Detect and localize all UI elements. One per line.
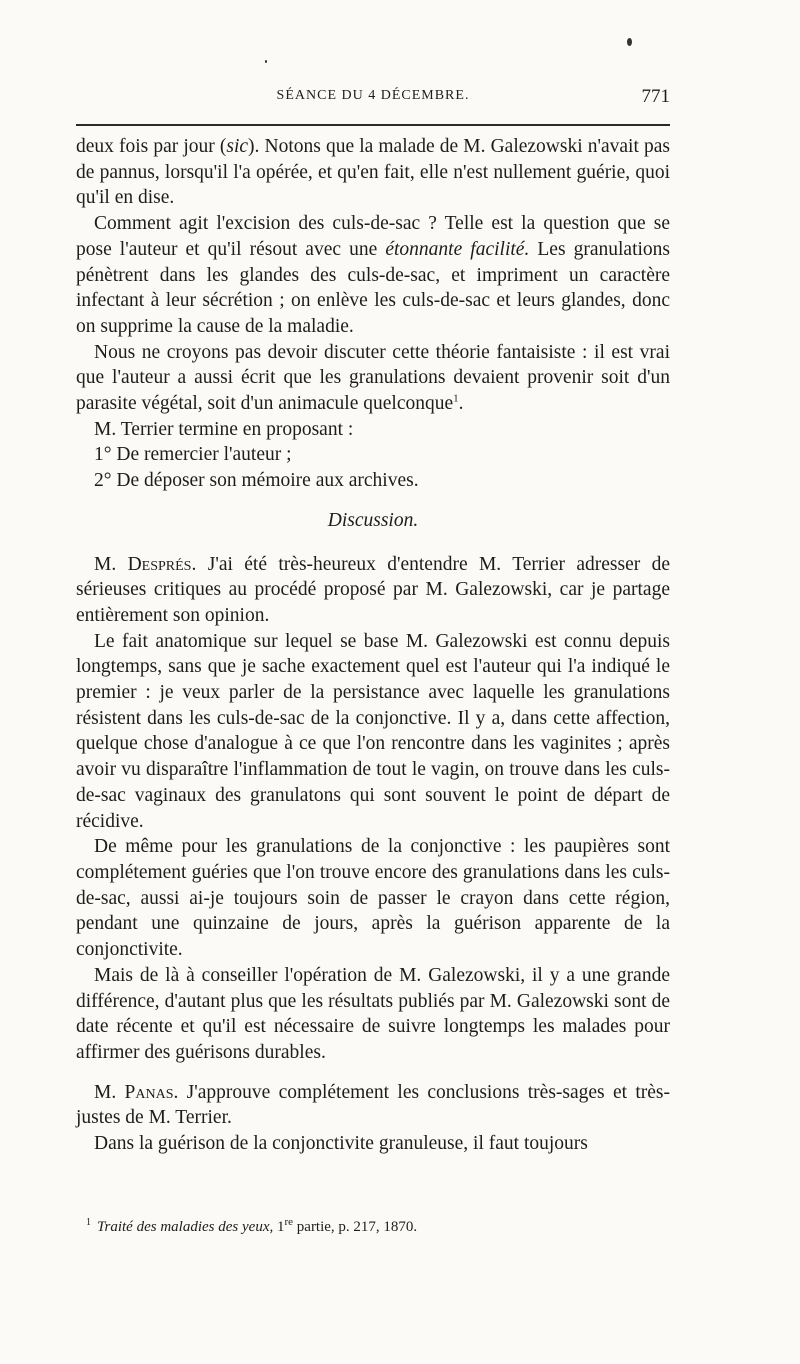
text-run: J'approuve complétement les conclusions très-sages et très-justes de M. Terrier. bbox=[76, 1081, 670, 1129]
text-run: Comment agit l'excision des culs-de-sac ? Telle est la question que se pose l'auteur et qu'il résout avec une bbox=[76, 213, 670, 260]
paragraph bbox=[76, 552, 670, 629]
paragraph bbox=[76, 1080, 670, 1131]
text-run: . bbox=[458, 393, 464, 415]
text-run: Nous ne croyons pas devoir discuter cette théorie fantaisiste : il est vrai que l'auteur a aussi écrit que les granulations devaient provenir soit d'un parasite végétal, soit d'un animacule quelconque bbox=[76, 341, 670, 415]
section-title: Discussion. bbox=[327, 509, 419, 531]
speaker-name: M. Panas. bbox=[94, 1081, 179, 1103]
paragraph bbox=[76, 340, 670, 417]
paragraph bbox=[76, 134, 670, 211]
header-rule bbox=[76, 124, 670, 126]
list-item: 1° De remercier l'auteur ; bbox=[94, 444, 292, 466]
text-run: Les granulations pénètrent dans les glandes des culs-de-sac, et impriment un caractère infectant à leur sécrétion ; on enlève les culs-de-sac et leurs glandes, donc on supprime la cause de la maladie. bbox=[76, 238, 671, 337]
header-title: SÉANCE DU 4 DÉCEMBRE. bbox=[276, 88, 470, 103]
footnote-title: Traité des maladies des yeux, bbox=[97, 1219, 274, 1235]
speaker-name: M. Després. bbox=[94, 553, 197, 575]
running-header bbox=[76, 86, 670, 114]
text-run: ). Notons que la malade de M. Galezowski n'avait pas de pannus, lorsqu'il l'a opérée, et qu'en fait, elle n'est nullement guérie, quoi qu'il en dise. bbox=[76, 136, 670, 209]
body-text bbox=[76, 134, 670, 1157]
ink-speck bbox=[627, 38, 632, 46]
list-item: 2° De déposer son mémoire aux archives. bbox=[94, 470, 419, 492]
footnote-rest: partie, p. 217, 1870. bbox=[293, 1219, 418, 1235]
footnote-ordinal-suffix: re bbox=[284, 1216, 294, 1228]
page-number: 771 bbox=[641, 86, 670, 107]
italic-text: étonnante facilité. bbox=[385, 238, 530, 260]
paragraph bbox=[76, 211, 670, 340]
footnote bbox=[86, 1213, 666, 1237]
ink-speck bbox=[265, 60, 267, 63]
paragraph: Mais de là à conseiller l'opération de M. Galezowski, il y a une grande différence, d'autant plus que les résultats publiés par M. Galezowski sont de date récente et qu'il est nécessaire de suivre longtemps les malades pour affirmer des guérisons durables. bbox=[76, 964, 670, 1063]
footnote-mark: 1 bbox=[86, 1217, 91, 1228]
paragraph: M. Terrier termine en proposant : bbox=[94, 418, 354, 440]
paragraph: Dans la guérison de la conjonctivite granuleuse, il faut toujours bbox=[94, 1133, 588, 1155]
footnote-reference: 1 bbox=[453, 392, 459, 405]
italic-text: sic bbox=[226, 136, 249, 157]
footnote-ordinal: 1 bbox=[276, 1219, 285, 1235]
paragraph: De même pour les granulations de la conjonctive : les paupières sont complétement guéries que l'on trouve encore des granulations dans les culs-de-sac, aussi ai-je toujours soin de passer le crayon dans cette région, pendant une quinzaine de jours, après la guérison apparente de la conjonctivite. bbox=[76, 836, 670, 961]
text-run: J'ai été très-heureux d'entendre M. Terrier adresser de sérieuses critiques au procédé proposé par M. Galezowski, car je partage entièrement son opinion. bbox=[76, 553, 670, 626]
paragraph: Le fait anatomique sur lequel se base M. Galezowski est connu depuis longtemps, sans que je sache exactement quel est l'auteur qui l'a indiqué le premier : je veux parler de la persistance avec laquelle les granulations résistent dans les culs-de-sac de la conjonctive. Il y a, dans cette affection, quelque chose d'analogue à ce que l'on rencontre dans les vaginites ; après avoir vu disparaître l'inflammation de tout le vagin, on trouve dans les culs-de-sac vaginaux des granulatons qui sont souvent le point de départ de récidive. bbox=[76, 630, 670, 832]
text-run: deux fois par jour ( bbox=[76, 136, 227, 157]
